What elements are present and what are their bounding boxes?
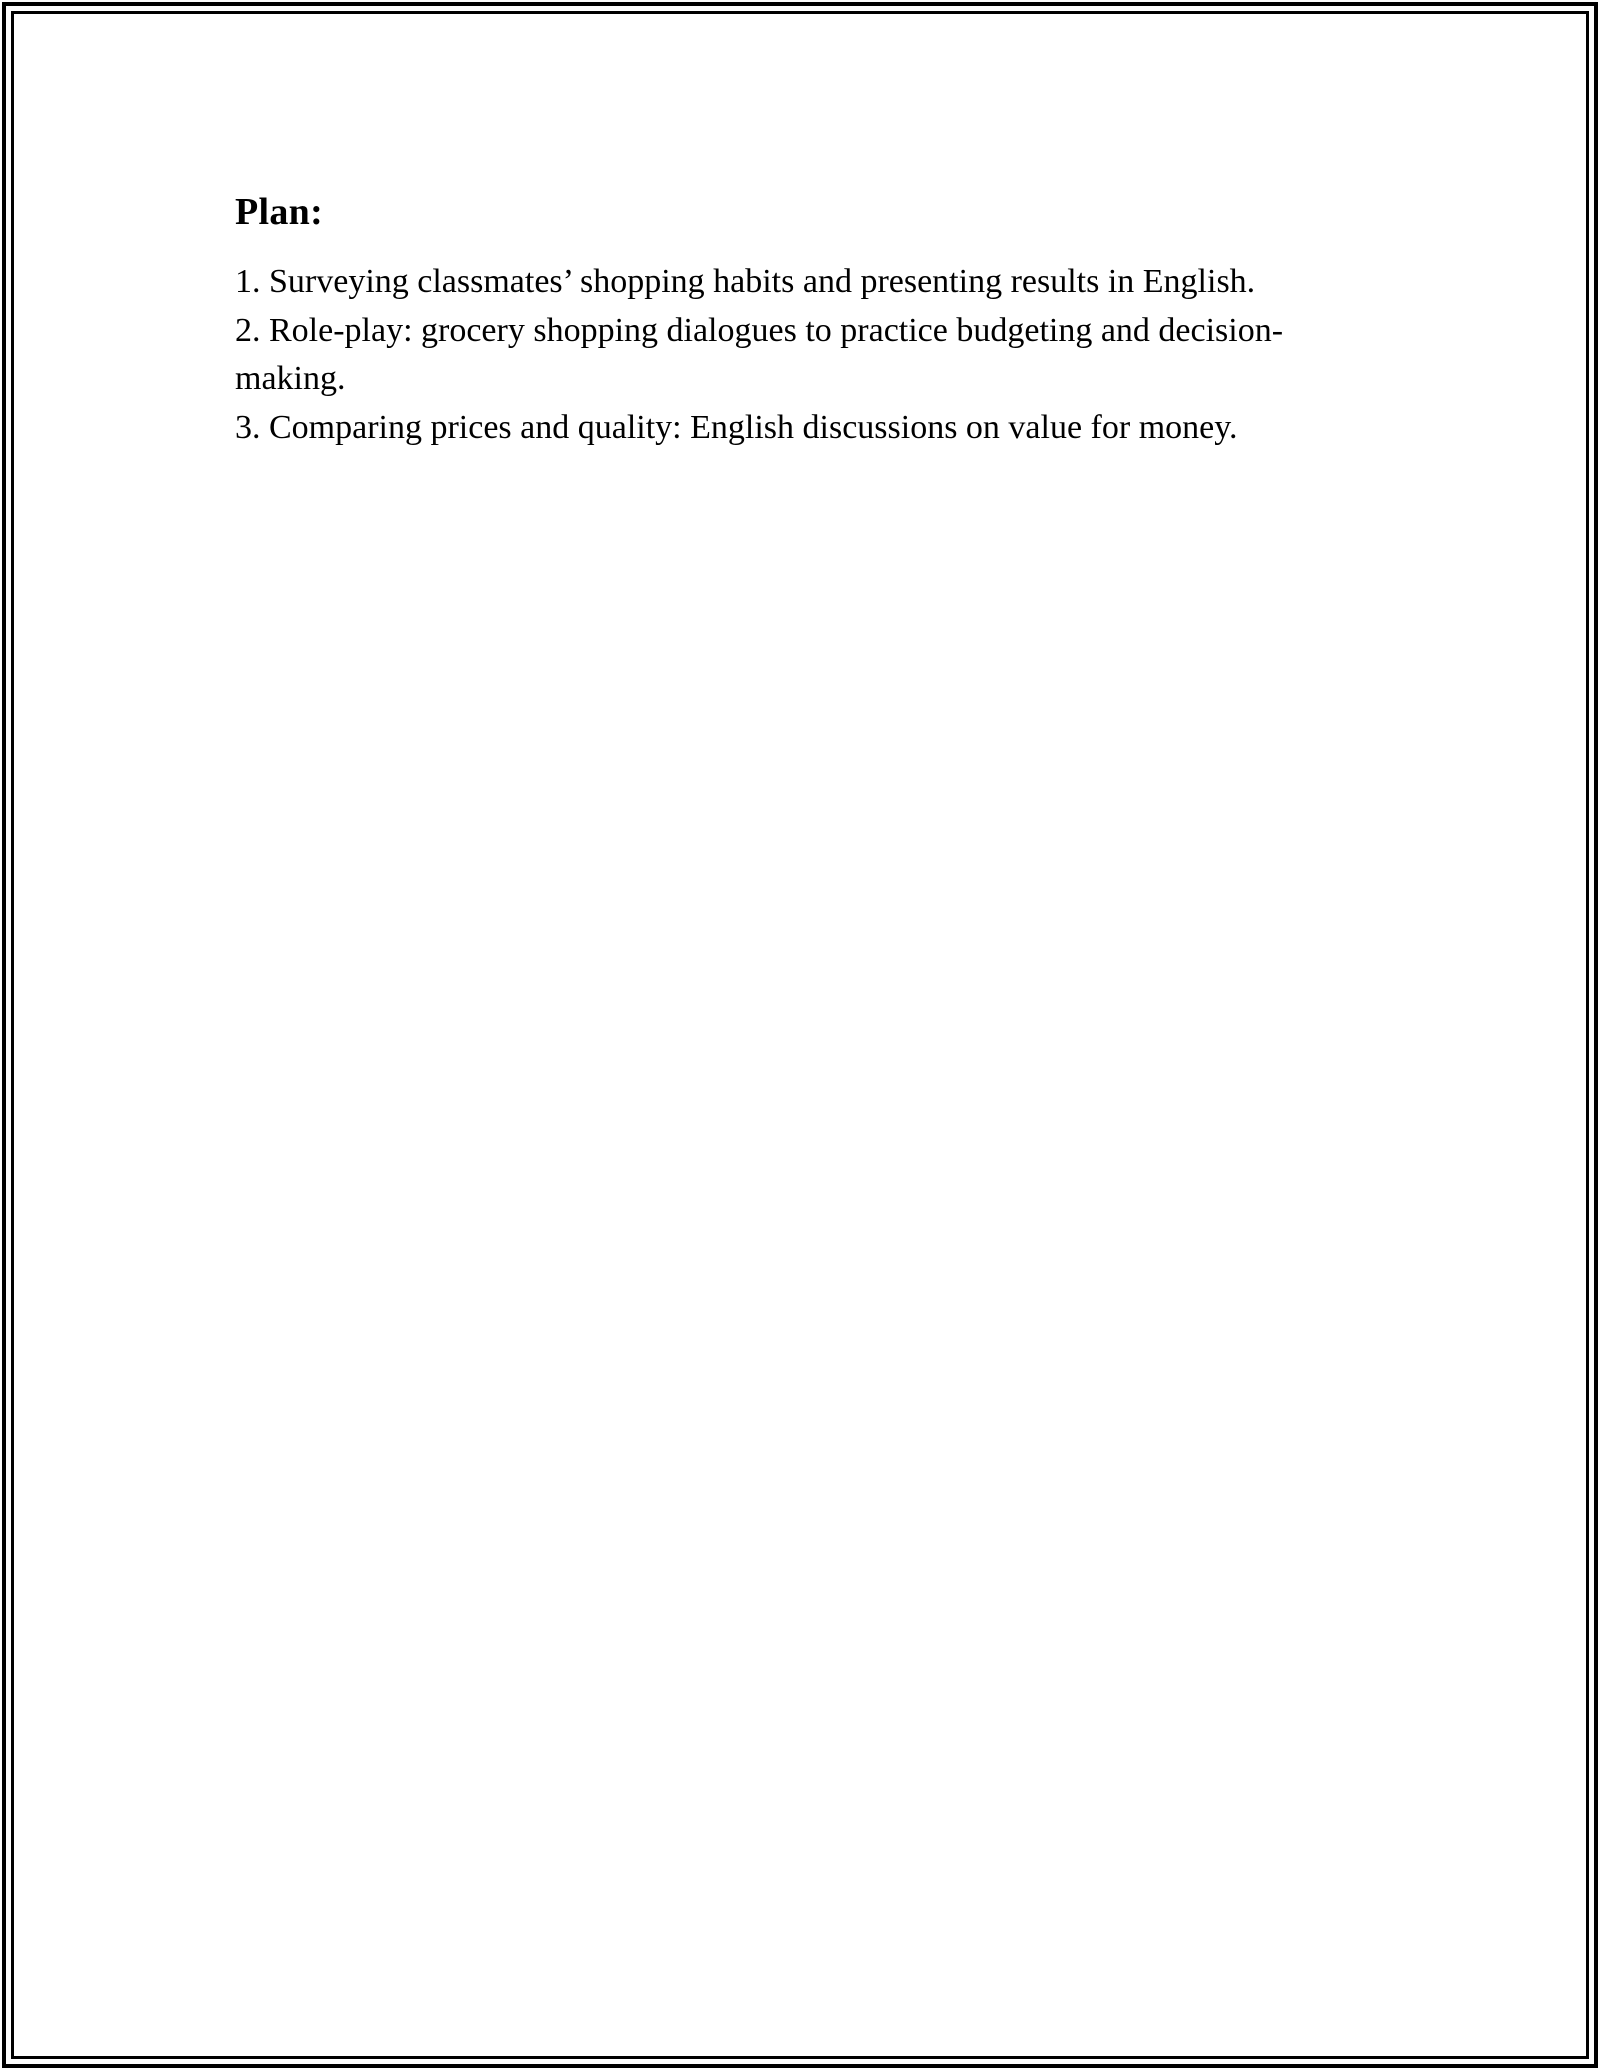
page-content <box>235 186 1375 452</box>
plan-item-3: 3. Comparing prices and quality: English discussions on value for money. <box>235 408 1238 446</box>
plan-heading: Plan: <box>235 191 324 233</box>
plan-item-2: 2. Role-play: grocery shopping dialogues to practice budgeting and decision-making. <box>235 311 1284 397</box>
plan-list <box>235 258 1375 452</box>
plan-item-1: 1. Surveying classmates’ shopping habits and presenting results in English. <box>235 263 1256 300</box>
